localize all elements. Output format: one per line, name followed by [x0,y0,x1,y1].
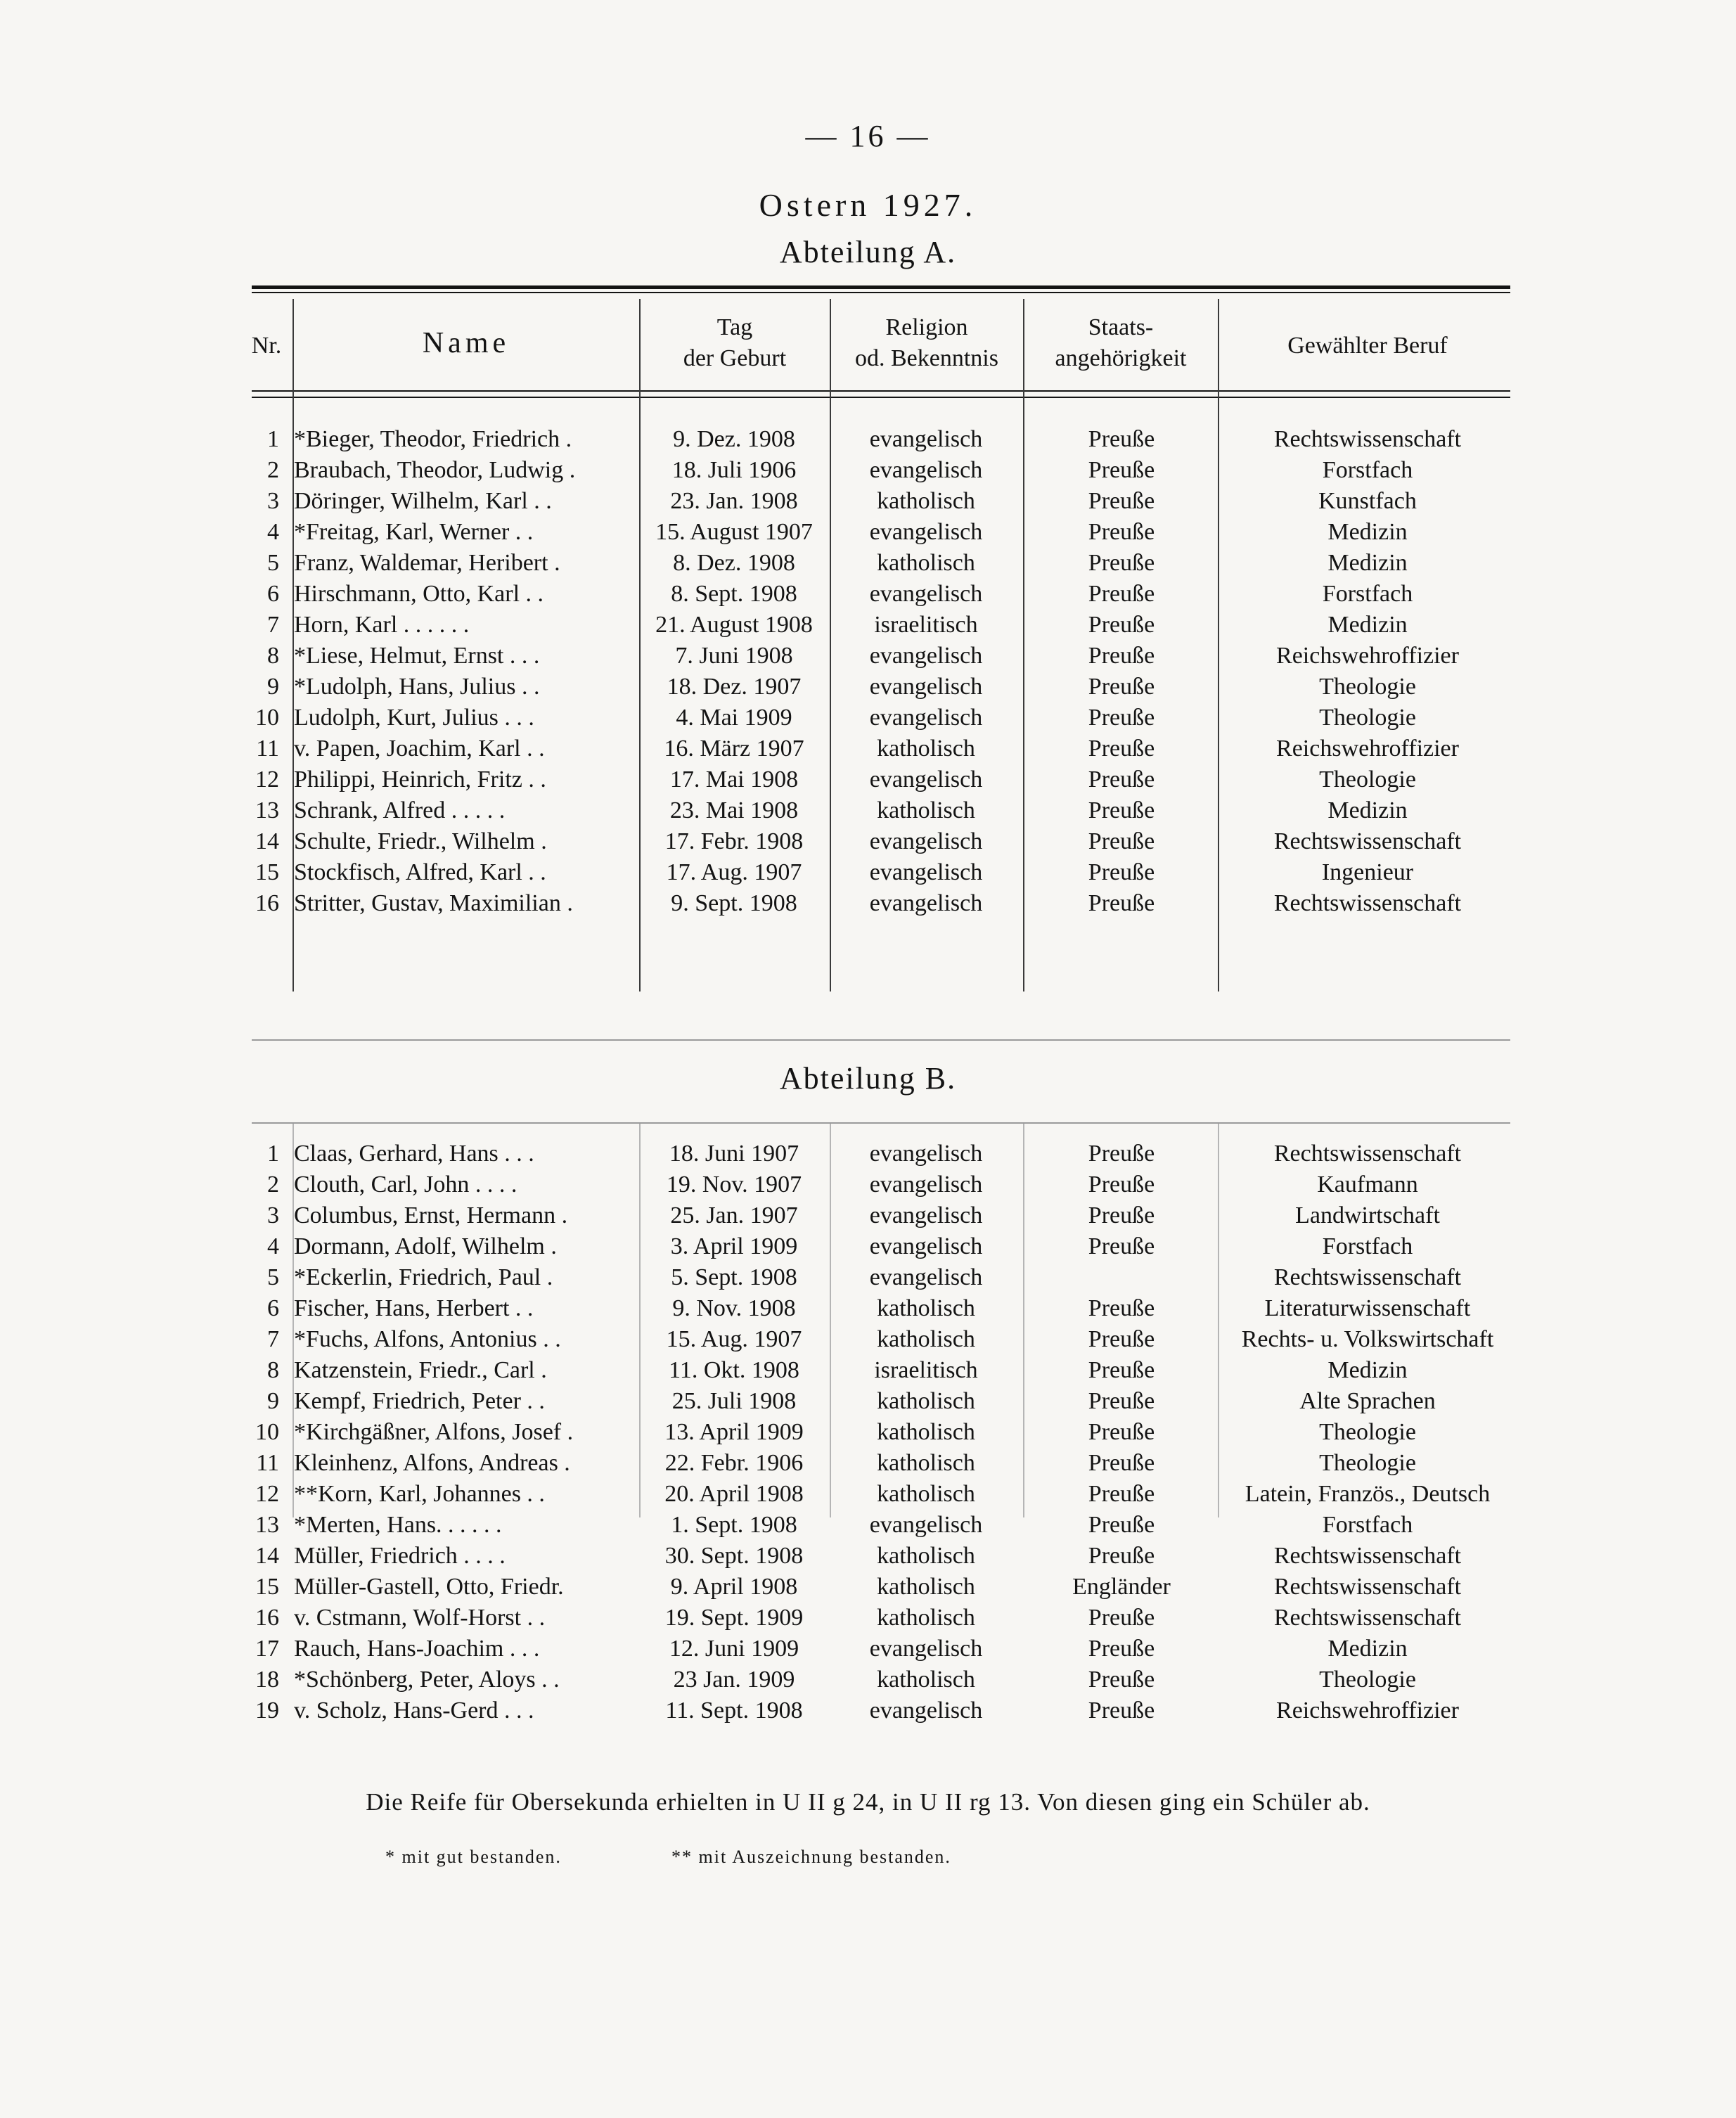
row-number: 13 [255,1512,279,1538]
birth-date: 18. Dez. 1907 [667,674,802,700]
row-number: 3 [267,1202,279,1228]
religion: evangelisch [869,828,983,854]
nationality: Preuße [1088,766,1155,792]
religion: evangelisch [869,1172,983,1198]
profession: Reichswehroffizier [1276,643,1459,669]
row-number: 6 [267,1295,279,1321]
profession: Alte Sprachen [1299,1388,1436,1414]
row-number: 19 [255,1697,279,1724]
table-row [0,579,1736,610]
religion: evangelisch [869,581,983,607]
birth-date: 17. Mai 1908 [669,766,799,792]
student-name: *Eckerlin, Friedrich, Paul . [294,1264,553,1290]
row-number: 2 [267,1172,279,1198]
birth-date: 17. Febr. 1908 [664,828,804,854]
birth-date: 4. Mai 1909 [676,705,792,731]
birth-date: 12. Juni 1909 [669,1636,799,1662]
profession: Medizin [1327,797,1408,823]
header-profession: Gewählter Beruf [1287,333,1448,359]
student-name: v. Scholz, Hans-Gerd . . . [294,1697,534,1724]
nationality: Preuße [1088,488,1155,514]
header-date: Tag der Geburt [683,314,787,371]
table-a-top-rule-thin [252,292,1510,293]
birth-date: 1. Sept. 1908 [671,1512,797,1538]
nationality: Preuße [1088,1450,1155,1476]
nationality: Preuße [1088,1512,1155,1538]
row-number: 16 [255,1605,279,1631]
nationality: Preuße [1088,581,1155,607]
nationality: Preuße [1088,643,1155,669]
birth-date: 25. Juli 1908 [671,1388,797,1414]
religion: evangelisch [869,674,983,700]
table-row [0,826,1736,857]
nationality: Preuße [1088,1419,1155,1445]
header-name: Name [422,327,510,359]
profession: Forstfach [1322,1512,1413,1538]
birth-date: 23 Jan. 1909 [673,1667,795,1693]
birth-date: 18. Juli 1906 [671,457,797,483]
student-name: Horn, Karl . . . . . . [294,612,470,638]
religion: katholisch [877,488,975,514]
student-name: Schulte, Friedr., Wilhelm . [294,828,547,854]
student-name: *Liese, Helmut, Ernst . . . [294,643,540,669]
birth-date: 8. Dez. 1908 [673,550,795,576]
row-number: 14 [255,828,279,854]
birth-date: 18. Juni 1907 [669,1141,799,1167]
birth-date: 9. Sept. 1908 [671,890,797,916]
birth-date: 9. Nov. 1908 [672,1295,796,1321]
student-name: Dormann, Adolf, Wilhelm . [294,1233,557,1259]
table-row [0,610,1736,641]
religion: evangelisch [869,890,983,916]
birth-date: 15. August 1907 [655,519,813,545]
row-number: 9 [267,1388,279,1414]
religion: katholisch [877,736,975,762]
birth-date: 19. Nov. 1907 [666,1172,802,1198]
profession: Rechts- u. Volkswirtschaft [1241,1326,1494,1352]
table-row [0,672,1736,702]
nationality: Preuße [1088,1388,1155,1414]
nationality: Preuße [1088,1481,1155,1507]
student-name: Döringer, Wilhelm, Karl . . [294,488,552,514]
table-row [0,1262,1736,1293]
student-name: Rauch, Hans-Joachim . . . [294,1636,540,1662]
student-name: Katzenstein, Friedr., Carl . [294,1357,547,1383]
nationality: Preuße [1088,736,1155,762]
birth-date: 11. Sept. 1908 [665,1697,803,1724]
profession: Rechtswissenschaft [1273,890,1462,916]
table-a-rows [0,424,1736,919]
table-row [0,486,1736,517]
student-name: Stockfisch, Alfred, Karl . . [294,859,546,885]
row-number: 14 [255,1543,279,1569]
religion: katholisch [877,1419,975,1445]
nationality: Preuße [1088,612,1155,638]
row-number: 1 [267,426,279,452]
table-row [0,1138,1736,1169]
row-number: 7 [267,612,279,638]
student-name: **Korn, Karl, Johannes . . [294,1481,545,1507]
religion: evangelisch [869,1141,983,1167]
nationality: Preuße [1088,1233,1155,1259]
profession: Kaufmann [1317,1172,1418,1198]
nationality: Preuße [1088,1295,1155,1321]
student-name: v. Papen, Joachim, Karl . . [294,736,545,762]
religion: evangelisch [869,1512,983,1538]
profession: Rechtswissenschaft [1273,1574,1462,1600]
student-name: Kempf, Friedrich, Peter . . [294,1388,545,1414]
nationality: Preuße [1088,1605,1155,1631]
birth-date: 23. Jan. 1908 [670,488,798,514]
table-row [0,517,1736,548]
religion: evangelisch [869,426,983,452]
religion: evangelisch [869,1264,983,1290]
row-number: 8 [267,643,279,669]
profession: Ingenieur [1321,859,1414,885]
nationality: Preuße [1088,457,1155,483]
student-name: *Kirchgäßner, Alfons, Josef . [294,1419,574,1445]
row-number: 4 [267,1233,279,1259]
profession: Theologie [1319,705,1416,731]
religion: israelitisch [874,612,978,638]
profession: Landwirtschaft [1295,1202,1440,1228]
religion: evangelisch [869,519,983,545]
nationality: Preuße [1088,1543,1155,1569]
profession: Theologie [1319,674,1416,700]
religion: katholisch [877,550,975,576]
row-number: 5 [267,1264,279,1290]
table-row [0,424,1736,455]
birth-date: 20. April 1908 [664,1481,804,1507]
student-name: v. Cstmann, Wolf-Horst . . [294,1605,546,1631]
student-name: Müller-Gastell, Otto, Friedr. [294,1574,564,1600]
student-name: Hirschmann, Otto, Karl . . [294,581,544,607]
row-number: 12 [255,766,279,792]
nationality: Preuße [1088,1326,1155,1352]
row-number: 3 [267,488,279,514]
profession: Kunstfach [1318,488,1417,514]
row-number: 10 [255,705,279,731]
student-name: Philippi, Heinrich, Fritz . . [294,766,546,792]
table-row [0,1200,1736,1231]
religion: evangelisch [869,1233,983,1259]
table-row [0,1169,1736,1200]
profession: Medizin [1327,519,1408,545]
profession: Reichswehroffizier [1276,1697,1459,1724]
religion: katholisch [877,1388,975,1414]
nationality: Preuße [1088,890,1155,916]
student-name: *Schönberg, Peter, Aloys . . [294,1667,560,1693]
student-name: Kleinhenz, Alfons, Andreas . [294,1450,570,1476]
profession: Theologie [1319,1419,1416,1445]
nationality: Preuße [1088,797,1155,823]
nationality: Preuße [1088,1697,1155,1724]
row-number: 17 [255,1636,279,1662]
student-name: *Merten, Hans. . . . . . [294,1512,502,1538]
section-b-title: Abteilung B. [779,1061,957,1096]
table-row [0,455,1736,486]
birth-date: 3. April 1909 [670,1233,798,1259]
page-title: Ostern 1927. [759,187,977,223]
row-number: 13 [255,797,279,823]
nationality: Preuße [1088,828,1155,854]
profession: Theologie [1319,766,1416,792]
birth-date: 17. Aug. 1907 [666,859,802,885]
student-name: Clouth, Carl, John . . . . [294,1172,517,1198]
table-row [0,1355,1736,1386]
nationality: Preuße [1088,1636,1155,1662]
birth-date: 9. Dez. 1908 [673,426,795,452]
religion: katholisch [877,1295,975,1321]
religion: katholisch [877,1574,975,1600]
header-religion: Religion od. Bekenntnis [855,314,998,371]
birth-date: 25. Jan. 1907 [670,1202,798,1228]
row-number: 16 [255,890,279,916]
religion: katholisch [877,1605,975,1631]
table-row [0,641,1736,672]
profession: Rechtswissenschaft [1273,1264,1462,1290]
profession: Rechtswissenschaft [1273,426,1462,452]
religion: evangelisch [869,859,983,885]
nationality: Preuße [1088,1667,1155,1693]
religion: evangelisch [869,705,983,731]
student-name: Columbus, Ernst, Hermann . [294,1202,568,1228]
row-number: 11 [256,1450,279,1476]
row-number: 9 [267,674,279,700]
student-name: Franz, Waldemar, Heribert . [294,550,560,576]
table-row [0,548,1736,579]
table-row [0,857,1736,888]
student-name: *Fuchs, Alfons, Antonius . . [294,1326,561,1352]
table-row [0,1293,1736,1324]
table-b-rows [0,1138,1736,1726]
religion: katholisch [877,1450,975,1476]
table-b-top-rule [252,1122,1510,1124]
footnote-auszeichnung: ** mit Auszeichnung bestanden. [671,1847,951,1867]
student-name: Schrank, Alfred . . . . . [294,797,506,823]
row-number: 15 [255,1574,279,1600]
table-a-header-rule-2 [252,397,1510,398]
birth-date: 9. April 1908 [670,1574,798,1600]
profession: Rechtswissenschaft [1273,828,1462,854]
row-number: 11 [256,736,279,762]
nationality: Preuße [1088,426,1155,452]
birth-date: 11. Okt. 1908 [669,1357,799,1383]
table-row [0,733,1736,764]
nationality: Engländer [1072,1574,1171,1600]
birth-date: 30. Sept. 1908 [664,1543,804,1569]
profession: Forstfach [1322,581,1413,607]
profession: Rechtswissenschaft [1273,1605,1462,1631]
religion: evangelisch [869,643,983,669]
row-number: 7 [267,1326,279,1352]
table-row [0,1634,1736,1664]
student-name: Stritter, Gustav, Maximilian . [294,890,573,916]
row-number: 2 [267,457,279,483]
birth-date: 16. März 1907 [664,736,804,762]
profession: Theologie [1319,1450,1416,1476]
nationality: Preuße [1088,550,1155,576]
table-row [0,1448,1736,1479]
table-row [0,1695,1736,1726]
nationality: Preuße [1088,1141,1155,1167]
header-state: Staats- angehörigkeit [1055,314,1187,371]
section-a-title: Abteilung A. [779,235,957,269]
birth-date: 22. Febr. 1906 [664,1450,804,1476]
table-row [0,1572,1736,1603]
nationality: Preuße [1088,674,1155,700]
religion: evangelisch [869,457,983,483]
footnote-gut: * mit gut bestanden. [385,1847,562,1867]
birth-date: 23. Mai 1908 [669,797,799,823]
religion: katholisch [877,1481,975,1507]
religion: katholisch [877,1326,975,1352]
row-number: 10 [255,1419,279,1445]
header-nr: Nr. [251,333,282,359]
religion: katholisch [877,797,975,823]
student-name: Braubach, Theodor, Ludwig . [294,457,576,483]
row-number: 18 [255,1667,279,1693]
row-number: 12 [255,1481,279,1507]
student-name: *Ludolph, Hans, Julius . . [294,674,540,700]
nationality: Preuße [1088,1172,1155,1198]
table-a-top-rule [252,285,1510,289]
religion: evangelisch [869,1202,983,1228]
table-row [0,1603,1736,1634]
profession: Medizin [1327,1357,1408,1383]
nationality: Preuße [1088,519,1155,545]
profession: Latein, Französ., Deutsch [1245,1481,1491,1507]
maturity-note: Die Reife für Obersekunda erhielten in U II g 24, in U II rg 13. Von diesen ging ein Schüler ab. [366,1788,1370,1816]
profession: Theologie [1319,1667,1416,1693]
table-row [0,1386,1736,1417]
table-row [0,1510,1736,1541]
religion: israelitisch [874,1357,978,1383]
profession: Literaturwissenschaft [1264,1295,1471,1321]
student-name: *Freitag, Karl, Werner . . [294,519,534,545]
table-row [0,702,1736,733]
nationality: Preuße [1088,1202,1155,1228]
student-name: Müller, Friedrich . . . . [294,1543,506,1569]
table-row [0,1324,1736,1355]
table-a-bottom-rule [252,1039,1510,1041]
profession: Medizin [1327,1636,1408,1662]
profession: Reichswehroffizier [1276,736,1459,762]
student-name: Ludolph, Kurt, Julius . . . [294,705,534,731]
table-row [0,795,1736,826]
student-name: Fischer, Hans, Herbert . . [294,1295,534,1321]
profession: Forstfach [1322,457,1413,483]
table-row [0,1479,1736,1510]
profession: Rechtswissenschaft [1273,1543,1462,1569]
table-row [0,1541,1736,1572]
row-number: 6 [267,581,279,607]
profession: Medizin [1327,550,1408,576]
birth-date: 13. April 1909 [664,1419,804,1445]
page-number: — 16 — [805,119,931,153]
row-number: 8 [267,1357,279,1383]
birth-date: 7. Juni 1908 [675,643,793,669]
nationality: Preuße [1088,705,1155,731]
religion: katholisch [877,1667,975,1693]
nationality: Preuße [1088,859,1155,885]
table-a-header-rule [252,390,1510,392]
profession: Rechtswissenschaft [1273,1141,1462,1167]
religion: evangelisch [869,766,983,792]
table-row [0,764,1736,795]
profession: Forstfach [1322,1233,1413,1259]
birth-date: 8. Sept. 1908 [671,581,797,607]
row-number: 15 [255,859,279,885]
table-row [0,1231,1736,1262]
religion: evangelisch [869,1636,983,1662]
birth-date: 21. August 1908 [655,612,813,638]
nationality: Preuße [1088,1357,1155,1383]
religion: evangelisch [869,1697,983,1724]
table-row [0,1664,1736,1695]
birth-date: 5. Sept. 1908 [671,1264,797,1290]
student-name: *Bieger, Theodor, Friedrich . [294,426,572,452]
row-number: 5 [267,550,279,576]
birth-date: 19. Sept. 1909 [664,1605,804,1631]
row-number: 1 [267,1141,279,1167]
row-number: 4 [267,519,279,545]
religion: katholisch [877,1543,975,1569]
birth-date: 15. Aug. 1907 [666,1326,802,1352]
table-row [0,1417,1736,1448]
profession: Medizin [1327,612,1408,638]
student-name: Claas, Gerhard, Hans . . . [294,1141,534,1167]
table-row [0,888,1736,919]
